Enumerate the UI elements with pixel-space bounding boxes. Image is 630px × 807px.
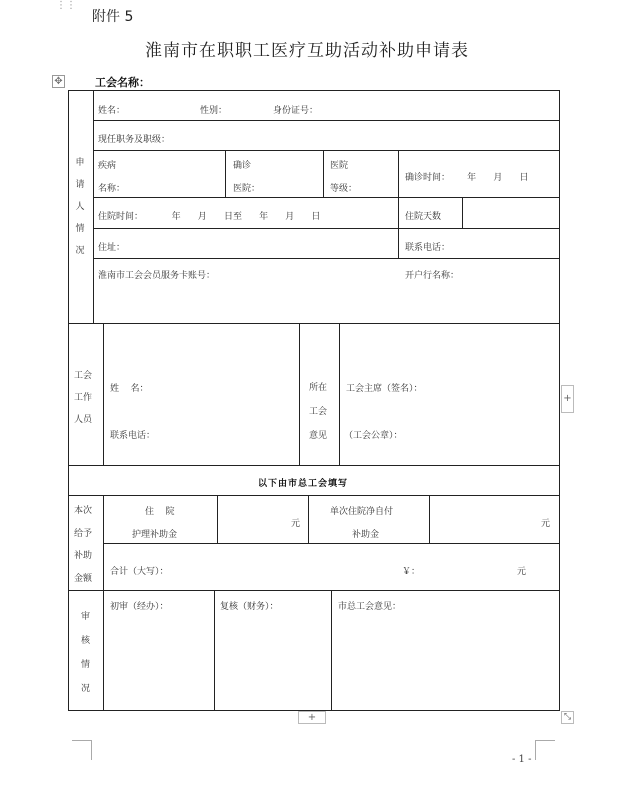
seal-label: （工会公章）： [344, 431, 403, 441]
vchar: 所在 [309, 383, 328, 393]
cell-address[interactable] [93, 228, 399, 259]
vchar: 工会 [309, 407, 328, 417]
vchar: 补助 [74, 551, 93, 561]
resize-table-icon[interactable]: ⤡ [561, 711, 574, 724]
vchar: 人员 [74, 415, 93, 425]
amount-section-label [74, 500, 92, 590]
yuan-label: 元 [517, 567, 527, 577]
name-label: 姓名： [98, 106, 126, 116]
diag-hospital-label-2: 医院： [233, 184, 261, 194]
phone-label: 联系电话： [405, 243, 451, 253]
stay-days-label: 住院天数 [405, 212, 442, 222]
first-review-label: 初审（经办）： [110, 602, 169, 612]
gender-label: 性别： [200, 106, 228, 116]
address-label: 住址： [98, 243, 126, 253]
nursing-label: 住 院 [145, 507, 175, 517]
vchar: 金额 [74, 573, 93, 584]
opinion-label [309, 376, 327, 448]
vchar: 核 [81, 636, 91, 646]
total-label: 合计（大写）： [110, 567, 169, 577]
applicant-section-label [73, 152, 87, 262]
diag-hospital-label: 确诊 [233, 161, 252, 171]
table-move-icon[interactable]: ✥ [52, 75, 65, 88]
total-field[interactable] [103, 543, 560, 591]
vchar: 况 [81, 684, 91, 694]
page-corner-mark [72, 740, 92, 760]
yuan-label: 元 [291, 519, 301, 529]
hospital-level-label-2: 等级： [330, 184, 358, 194]
id-label: 身份证号： [273, 106, 319, 116]
self-pay-label: 单次住院净自付 [330, 507, 394, 517]
rmb-label: ￥： [402, 567, 421, 577]
union-name-label: 工会名称： [95, 76, 150, 89]
stay-days-field[interactable] [462, 197, 560, 229]
self-pay-label-2: 补助金 [352, 530, 380, 540]
vchar: 情 [75, 224, 85, 234]
stay-time-label: 住院时间： 年 月 日至 年 月 日 [98, 212, 321, 222]
page-corner-mark [535, 740, 555, 760]
vchar: 本次 [74, 506, 93, 516]
plus-icon: + [563, 393, 572, 404]
position-label: 现任职务及职级： [98, 135, 171, 145]
attachment-label: 附件 5 [92, 9, 134, 25]
vchar: 工作 [74, 393, 93, 403]
page-number: - 1 - [512, 754, 532, 765]
hospital-level-label: 医院 [330, 161, 349, 171]
disease-label: 疾病 [98, 161, 117, 171]
vchar: 情 [81, 660, 91, 670]
diag-time-label: 确诊时间： 年 月 日 [405, 173, 529, 183]
staff-section-label [74, 365, 92, 431]
staff-name-label: 姓 名： [110, 384, 149, 394]
vchar: 申 [75, 158, 85, 168]
vchar: 审 [81, 612, 91, 622]
vchar: 况 [75, 246, 85, 256]
add-column-button[interactable] [561, 385, 574, 413]
row-name[interactable] [93, 90, 560, 121]
add-row-button[interactable]: + [298, 711, 326, 724]
staff-phone-label: 联系电话： [110, 431, 156, 441]
card-label: 淮南市工会会员服务卡账号： [98, 271, 216, 281]
city-header: 以下由市总工会填写 [258, 479, 349, 489]
review-section-label [81, 605, 90, 701]
yuan-label: 元 [541, 519, 551, 529]
vchar: 人 [75, 202, 85, 212]
city-opinion-label: 市总工会意见： [338, 602, 402, 612]
nursing-label-2: 护理补助金 [132, 530, 178, 540]
vchar: 给予 [74, 528, 93, 539]
vchar: 意见 [309, 431, 328, 441]
cell-opinion[interactable] [339, 323, 560, 466]
drag-handle-icon[interactable]: ⋮⋮ [56, 0, 76, 11]
chair-signature-label: 工会主席（签名）： [346, 384, 423, 394]
vchar: 请 [75, 180, 85, 190]
disease-label-2: 名称： [98, 184, 126, 194]
vchar: 工会 [74, 371, 93, 381]
page-title: 淮南市在职职工医疗互助活动补助申请表 [145, 41, 469, 61]
cell-staff[interactable] [103, 323, 300, 466]
second-review-label: 复核（财务）： [220, 602, 279, 612]
bank-label: 开户行名称： [405, 271, 460, 281]
